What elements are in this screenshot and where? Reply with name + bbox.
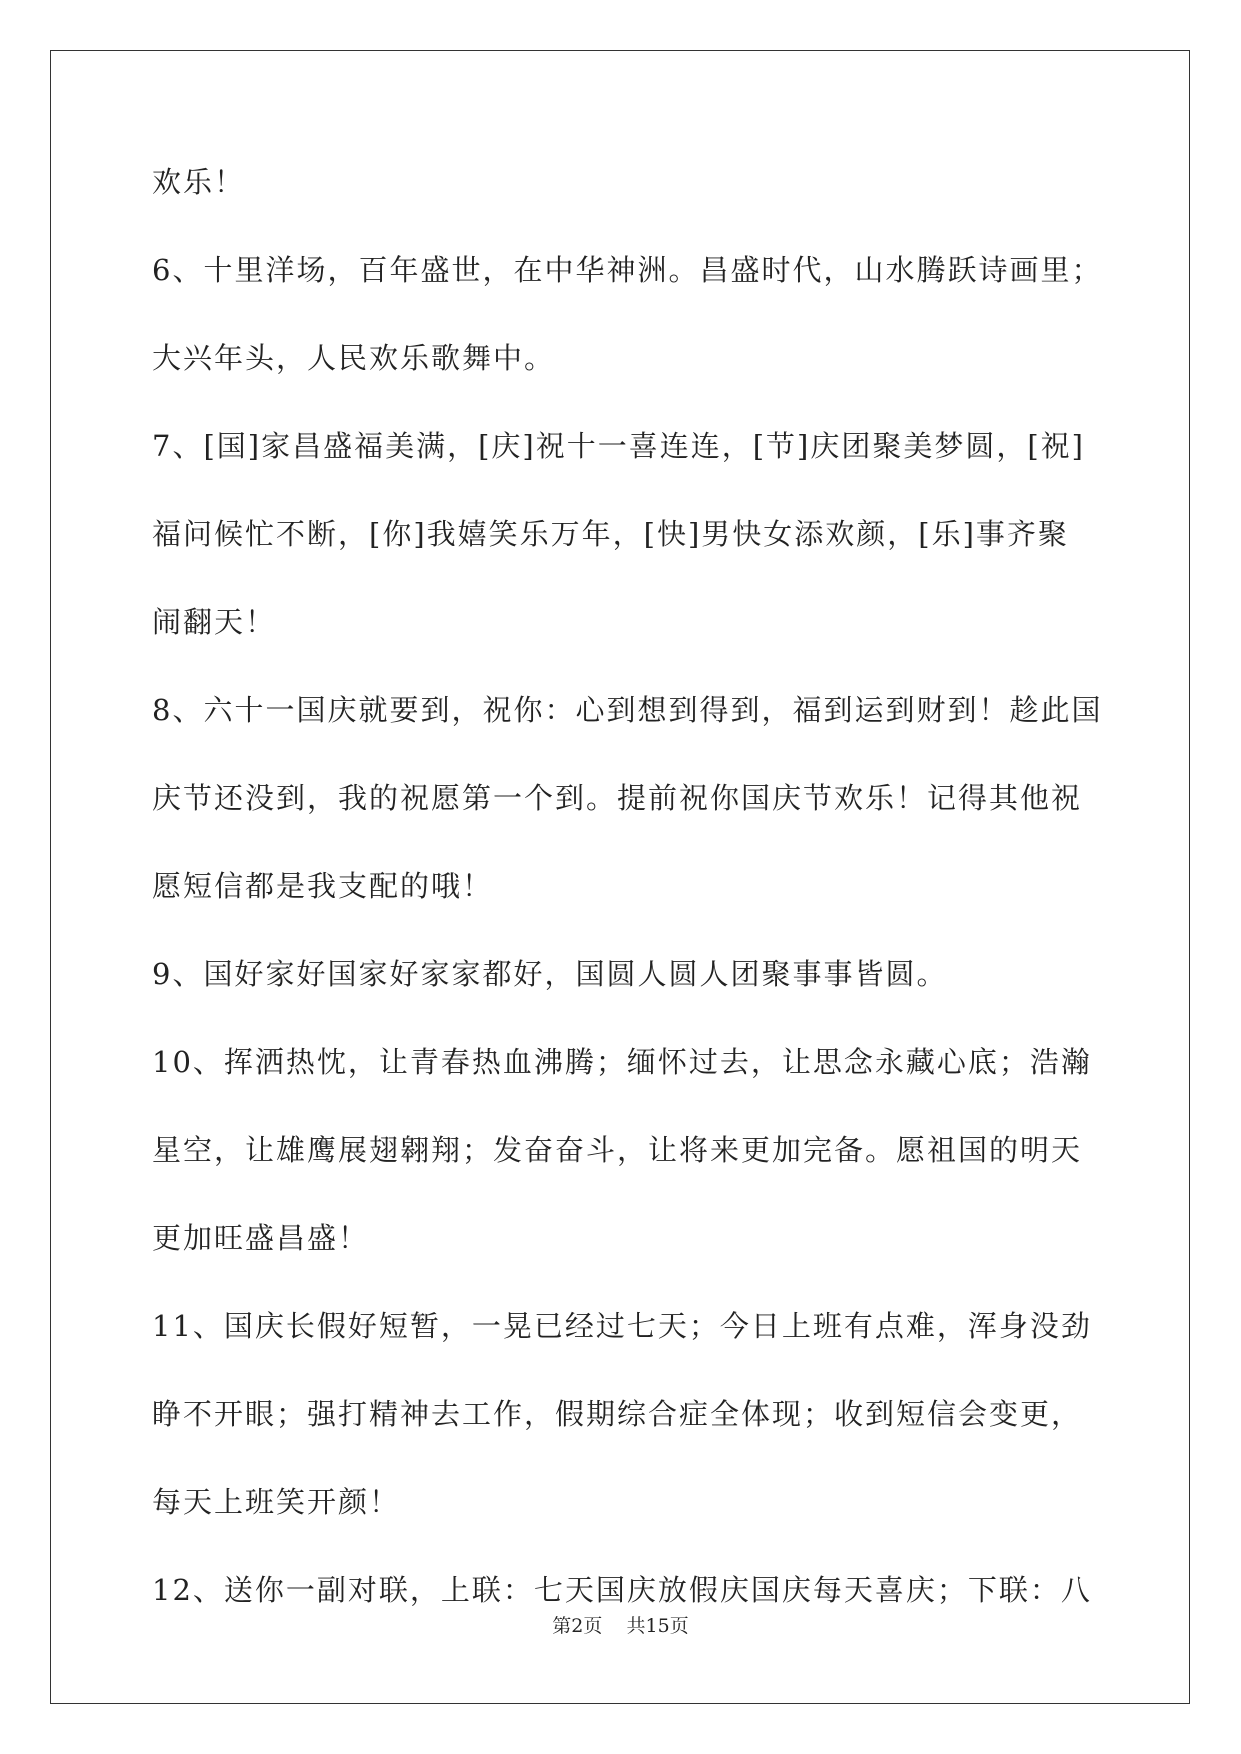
- text-line: 庆节还没到，我的祝愿第一个到。提前祝你国庆节欢乐！记得其他祝: [152, 781, 1083, 815]
- text-line: 7、[国]家昌盛福美满，[庆]祝十一喜连连，[节]庆团聚美梦圆，[祝]: [152, 429, 1085, 463]
- text-line: 更加旺盛昌盛！: [152, 1221, 370, 1255]
- text-line: 福问候忙不断，[你]我嬉笑乐万年，[快]男快女添欢颜，[乐]事齐聚: [152, 517, 1069, 551]
- text-line: 星空，让雄鹰展翅翱翔；发奋奋斗，让将来更加完备。愿祖国的明天: [152, 1133, 1083, 1167]
- text-line: 欢乐！: [152, 165, 246, 199]
- page-number: 第2页: [552, 1615, 603, 1637]
- text-line: 10、挥洒热忱，让青春热血沸腾；缅怀过去，让思念永藏心底；浩瀚: [152, 1045, 1092, 1079]
- text-line: 愿短信都是我支配的哦！: [152, 869, 494, 903]
- text-line: 8、六十一国庆就要到，祝你：心到想到得到，福到运到财到！趁此国: [152, 693, 1103, 727]
- text-line: 每天上班笑开颜！: [152, 1485, 401, 1519]
- text-line: 睁不开眼；强打精神去工作，假期综合症全体现；收到短信会变更，: [152, 1397, 1083, 1431]
- footer-spacer: [602, 1615, 626, 1637]
- text-line: 12、送你一副对联，上联：七天国庆放假庆国庆每天喜庆；下联：八: [152, 1573, 1092, 1607]
- text-line: 闹翻天！: [152, 605, 277, 639]
- text-line: 9、国好家好国家好家家都好，国圆人圆人团聚事事皆圆。: [152, 957, 948, 991]
- page-footer: [0, 1614, 1241, 1638]
- text-line: 11、国庆长假好短暂，一晃已经过七天；今日上班有点难，浑身没劲: [152, 1309, 1092, 1343]
- document-body: [152, 165, 1102, 1661]
- text-line: 大兴年头，人民欢乐歌舞中。: [152, 341, 556, 375]
- total-pages: 共15页: [626, 1615, 689, 1637]
- text-line: 6、十里洋场，百年盛世，在中华神洲。昌盛时代，山水腾跃诗画里；: [152, 253, 1103, 287]
